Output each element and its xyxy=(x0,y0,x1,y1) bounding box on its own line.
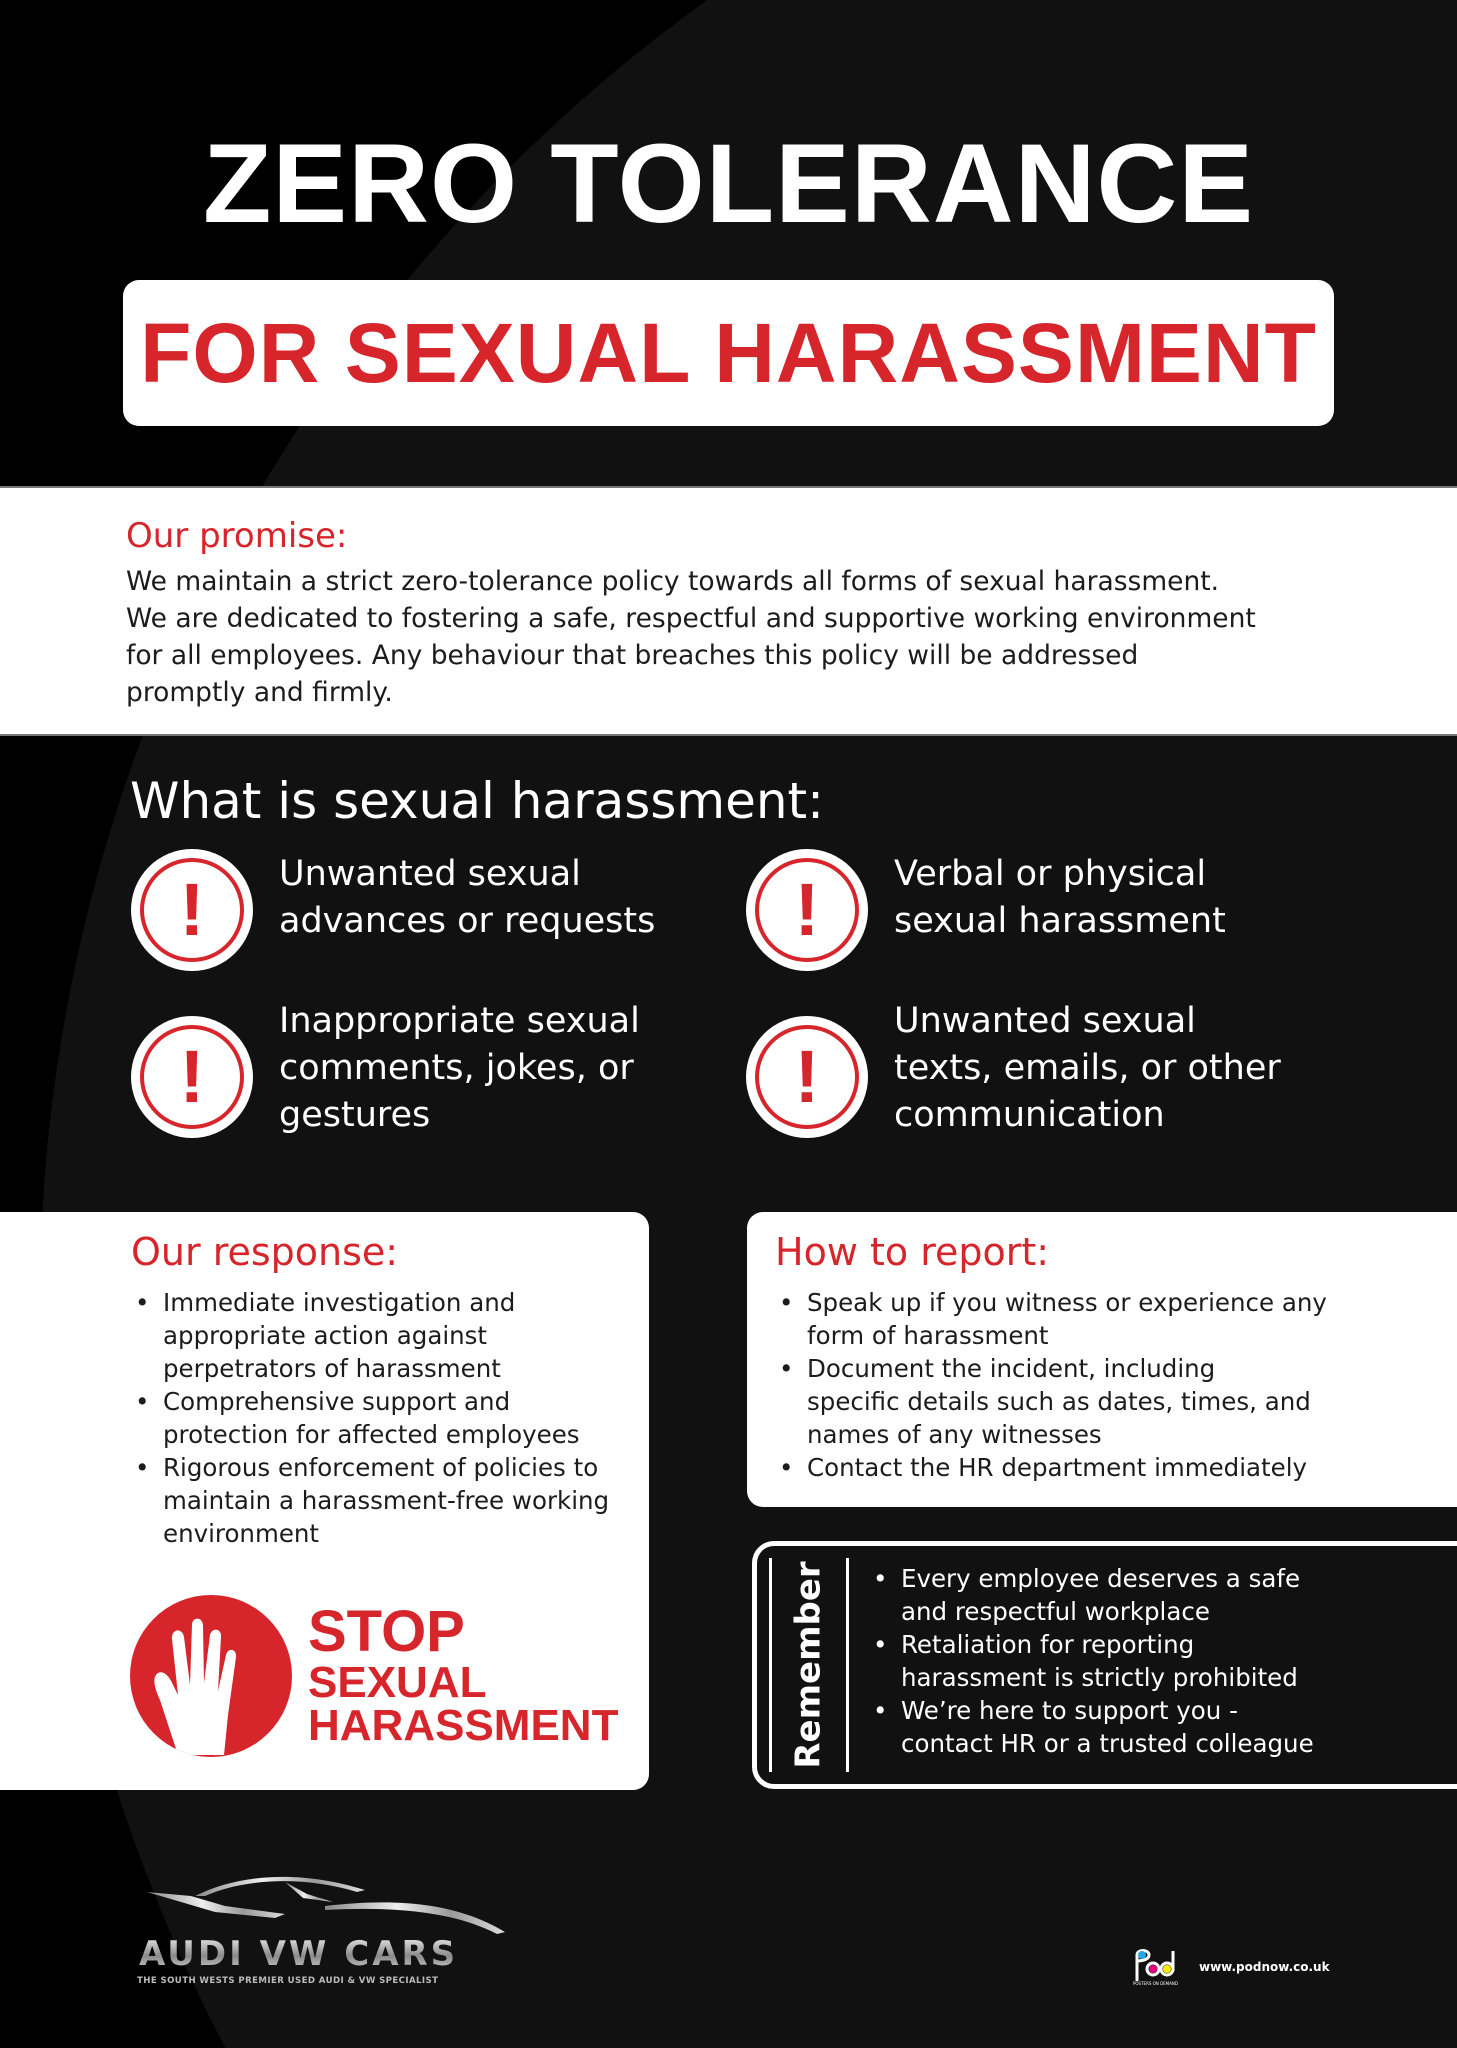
promise-line: We maintain a strict zero-tolerance policy towards all forms of sexual harassment. xyxy=(126,565,1220,597)
subtitle-banner xyxy=(123,280,1334,426)
harassment-item-text xyxy=(894,851,1226,945)
bullet-line: • Every employee deserves a safe xyxy=(901,1564,1301,1593)
harassment-item-text xyxy=(894,998,1281,1139)
stop-harassment-logo xyxy=(130,1595,618,1757)
what-is-heading: What is sexual harassment: xyxy=(130,772,824,830)
exclamation-circle-icon: ! xyxy=(746,1016,868,1138)
bullet-line: • Comprehensive support and xyxy=(163,1386,511,1416)
bullet-line: • Rigorous enforcement of policies to xyxy=(163,1452,599,1482)
remember-label-column xyxy=(769,1558,849,1772)
brand-tagline: THE SOUTH WESTS PREMIER USED AUDI & VW SPECIALIST xyxy=(137,1976,439,1986)
response-list xyxy=(131,1286,649,1550)
item-line: gestures xyxy=(279,1095,431,1135)
remember-bullet xyxy=(871,1628,1314,1694)
pod-logo-icon xyxy=(1131,1947,1187,1987)
harassment-word: HARASSMENT xyxy=(308,1701,619,1751)
harassment-item xyxy=(746,1001,1306,1139)
bullet-line: • Retaliation for reporting xyxy=(901,1630,1195,1659)
item-line: texts, emails, or other xyxy=(894,1048,1281,1088)
stop-word: STOP xyxy=(308,1599,465,1665)
item-line: Unwanted sexual xyxy=(279,854,581,894)
promise-line: We are dedicated to fostering a safe, respectful and supportive working environment xyxy=(126,602,1256,634)
exclamation-circle-icon: ! xyxy=(131,1016,253,1138)
audi-vw-cars-logo xyxy=(135,1868,505,1988)
bullet-line: specific details such as dates, times, and xyxy=(807,1386,1311,1416)
printer-url[interactable]: www.podnow.co.uk xyxy=(1199,1960,1330,1974)
raised-hand-icon xyxy=(130,1595,292,1757)
remember-list xyxy=(849,1546,1314,1784)
response-heading: Our response: xyxy=(131,1230,399,1274)
bullet-line: appropriate action against xyxy=(163,1320,488,1350)
exclamation-circle-icon: ! xyxy=(131,849,253,971)
bullet-line: • Document the incident, including xyxy=(807,1353,1216,1383)
promise-line: for all employees. Any behaviour that breaches this policy will be addressed xyxy=(126,639,1139,671)
bullet-line: environment xyxy=(163,1518,320,1548)
bullet-line: names of any witnesses xyxy=(807,1419,1102,1449)
harassment-item xyxy=(131,1001,691,1139)
promise-text xyxy=(126,563,1356,711)
page-title: ZERO TOLERANCE xyxy=(202,121,1255,246)
page-subtitle: FOR SEXUAL HARASSMENT xyxy=(140,305,1317,400)
item-line: Verbal or physical xyxy=(894,854,1207,894)
report-bullet xyxy=(775,1286,1457,1352)
promise-heading: Our promise: xyxy=(126,516,348,556)
item-line: advances or requests xyxy=(279,901,656,941)
bullet-line: • We’re here to support you - xyxy=(901,1696,1238,1725)
report-list xyxy=(775,1286,1457,1484)
bullet-line: • Contact the HR department immediately xyxy=(807,1452,1308,1482)
harassment-item xyxy=(746,849,1306,971)
report-bullet xyxy=(775,1451,1457,1484)
bullet-line: maintain a harassment-free working xyxy=(163,1485,610,1515)
bullet-line: perpetrators of harassment xyxy=(163,1353,501,1383)
remember-bullet xyxy=(871,1562,1314,1628)
bullet-line: and respectful workplace xyxy=(901,1597,1210,1626)
bullet-line: • Speak up if you witness or experience any xyxy=(807,1287,1327,1317)
harassment-item xyxy=(131,849,691,971)
bullet-line: protection for affected employees xyxy=(163,1419,580,1449)
bullet-line: • Immediate investigation and xyxy=(163,1287,516,1317)
response-bullet xyxy=(131,1286,649,1385)
item-line: communication xyxy=(894,1095,1165,1135)
sexual-word: SEXUAL xyxy=(308,1658,487,1708)
harassment-item-text xyxy=(279,851,655,945)
exclamation-circle-icon: ! xyxy=(746,849,868,971)
promise-section xyxy=(0,486,1457,736)
car-silhouette-icon xyxy=(135,1868,505,1938)
bullet-line: contact HR or a trusted colleague xyxy=(901,1729,1314,1758)
item-line: Unwanted sexual xyxy=(894,1001,1196,1041)
pod-printer-logo xyxy=(1131,1947,1330,1987)
brand-name: AUDI VW CARS xyxy=(139,1934,459,1974)
item-line: Inappropriate sexual xyxy=(279,1001,640,1041)
response-bullet xyxy=(131,1385,649,1451)
bullet-line: harassment is strictly prohibited xyxy=(901,1663,1298,1692)
report-heading: How to report: xyxy=(775,1230,1050,1274)
remember-bullet xyxy=(871,1694,1314,1760)
pod-tagline: POSTERS ON DEMAND xyxy=(1133,1981,1178,1986)
item-line: sexual harassment xyxy=(894,901,1226,941)
promise-line: promptly and firmly. xyxy=(126,676,393,708)
report-card xyxy=(747,1212,1457,1507)
remember-box xyxy=(752,1541,1457,1789)
stop-harassment-text xyxy=(308,1599,619,1751)
bullet-line: form of harassment xyxy=(807,1320,1049,1350)
report-bullet xyxy=(775,1352,1457,1451)
remember-label: Remember xyxy=(789,1561,830,1769)
response-bullet xyxy=(131,1451,649,1550)
harassment-item-text xyxy=(279,998,640,1139)
item-line: comments, jokes, or xyxy=(279,1048,634,1088)
